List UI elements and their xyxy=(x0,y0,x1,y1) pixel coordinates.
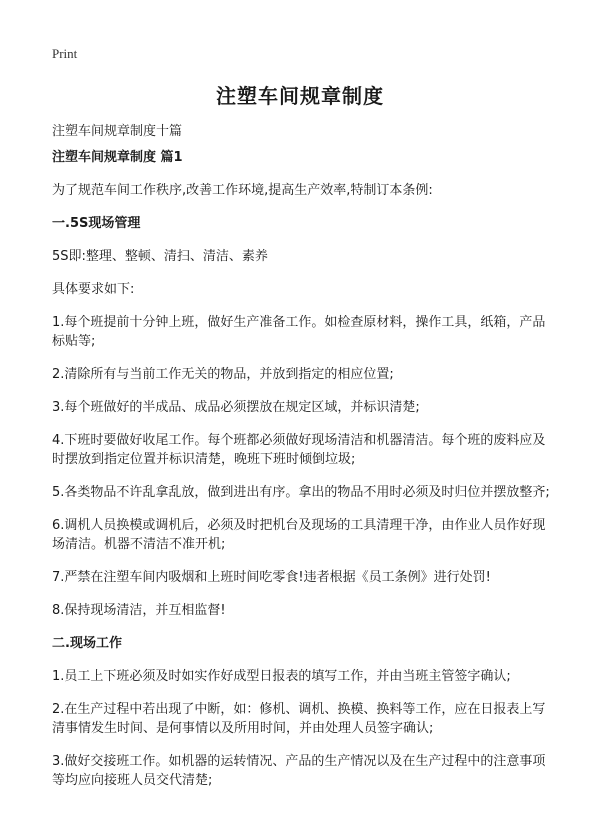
intro-paragraph: 为了规范车间工作秩序,改善工作环境,提高生产效率,特制订本条例: xyxy=(52,183,433,198)
section-lead: 5S即:整理、整顿、清扫、清洁、素养 xyxy=(52,249,268,264)
list-item: 2.清除所有与当前工作无关的物品，并放到指定的相应位置; xyxy=(52,367,394,382)
list-item: 4.下班时要做好收尾工作。每个班都必须做好现场清洁和机器清洁。每个班的废料应及时摆放到指定位置并标识清楚，晚班下班时倾倒垃圾; xyxy=(52,433,546,467)
list-item: 2.在生产过程中若出现了中断，如：修机、调机、换模、换料等工作，应在日报表上写清事情发生时间、是何事情以及所用时间，并由处理人员签字确认; xyxy=(52,702,546,736)
list-item: 8.保持现场清洁，并互相监督! xyxy=(52,603,226,618)
document-body xyxy=(52,148,552,804)
section-heading-5s: 一.5S现场管理 xyxy=(52,216,141,231)
subtitle: 注塑车间规章制度十篇 xyxy=(52,124,183,139)
list-item: 3.做好交接班工作。如机器的运转情况、产品的生产情况以及在生产过程中的注意事项等均应向接班人员交代清楚; xyxy=(52,754,546,788)
list-item: 7.严禁在注塑车间内吸烟和上班时间吃零食!违者根据《员工条例》进行处罚! xyxy=(52,570,491,585)
print-label: Print xyxy=(52,46,78,61)
section-heading-work: 二.现场工作 xyxy=(52,636,122,651)
list-item: 6.调机人员换模或调机后，必须及时把机台及现场的工具清理干净，由作业人员作好现场清洁。机器不清洁不准开机; xyxy=(52,518,546,552)
requirements-label: 具体要求如下: xyxy=(52,282,135,297)
page-title: 注塑车间规章制度 xyxy=(216,84,384,108)
article-heading: 注塑车间规章制度 篇1 xyxy=(52,150,183,165)
list-item: 3.每个班做好的半成品、成品必须摆放在规定区域，并标识清楚; xyxy=(52,400,420,415)
list-item: 1.员工上下班必须及时如实作好成型日报表的填写工作，并由当班主管签字确认; xyxy=(52,669,511,684)
list-item: 1.每个班提前十分钟上班，做好生产准备工作。如检查原材料，操作工具，纸箱，产品标贴等; xyxy=(52,315,546,349)
list-item: 5.各类物品不许乱拿乱放，做到进出有序。拿出的物品不用时必须及时归位并摆放整齐; xyxy=(52,485,550,500)
